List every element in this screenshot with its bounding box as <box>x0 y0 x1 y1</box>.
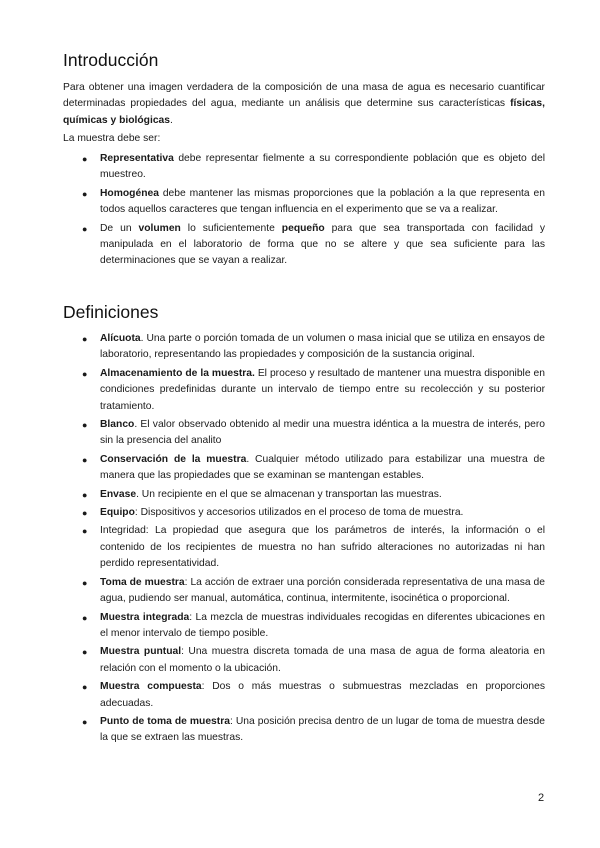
intro-item-term: volumen <box>138 222 181 234</box>
intro-item-text: debe representar fielmente a su correspondiente población que es objeto del muestreo. <box>100 153 545 181</box>
bullet-icon: ● <box>82 526 88 537</box>
definition-item-term: Muestra compuesta <box>100 681 202 693</box>
definition-item-text: : Una posición precisa dentro de un lugar de toma de muestra desde la que se extraen las muestras. <box>100 715 545 744</box>
bullet-icon: ● <box>82 489 88 500</box>
definition-item-text: . Una parte o porción tomada de un volumen o masa inicial que se utiliza en ensayos de laboratorio, representando las propiedades y composición de la sustancia original. <box>100 333 545 361</box>
bullet-icon: ● <box>82 188 88 199</box>
bullet-icon: ● <box>82 577 88 588</box>
definition-item <box>63 487 545 503</box>
definition-item-text: . Un recipiente en el que se almacenan y transportan las muestras. <box>136 488 442 500</box>
bullet-icon: ● <box>82 334 88 344</box>
definition-item-text: : La mezcla de muestras individuales recogidas en diferentes ubicaciones en el menor intervalo de tiempo posible. <box>100 611 545 639</box>
intro-lead: La muestra debe ser: <box>63 133 161 144</box>
bullet-icon: ● <box>82 368 88 379</box>
definitions-list <box>63 331 545 749</box>
definition-item-term: Muestra integrada <box>100 611 190 623</box>
definition-item-text: Integridad: La propiedad que asegura que los parámetros de interés, la información o el contenido de los recipientes de muestra no han sufrido alteraciones no autorizadas ni han perdido representatividad. <box>100 525 545 570</box>
definition-item-text: : Dos o más muestras o submuestras mezcladas en proporciones adecuadas. <box>100 681 545 709</box>
bullet-icon: ● <box>82 454 88 465</box>
definition-item-text: El proceso y resultado de mantener una muestra disponible en condiciones predefinidas durante un intervalo de tiempo entre su recolección y su posterior tratamiento. <box>100 367 545 412</box>
definition-item-text: : La acción de extraer una porción considerada representativa de una masa de agua, pudiendo ser manual, automática, continua, intermitente, isocinética o proporcional. <box>100 576 546 605</box>
definition-item-term: Conservación de la muestra <box>100 453 247 465</box>
bullet-icon: ● <box>82 647 88 658</box>
intro-paragraph-end: . <box>170 114 173 126</box>
definition-item-term: Alícuota <box>100 333 141 344</box>
page-number: 2 <box>538 792 545 804</box>
intro-paragraph-bold: físicas, químicas y biológicas <box>63 98 545 126</box>
bullet-icon: ● <box>82 716 88 727</box>
intro-paragraph-text: Para obtener una imagen verdadera de la composición de una masa de agua es necesario cuantificar determinadas propiedades del agua, mediante un análisis que determine sus características <box>63 82 545 110</box>
intro-item <box>63 186 545 219</box>
intro-item-text: para que sea transportada con facilidad y manipulada en el laboratorio de forma que no se altere y que sea suficiente para las determinaciones que se vayan a realizar. <box>100 222 546 267</box>
definition-item <box>63 505 545 521</box>
definition-item <box>63 523 545 572</box>
definition-item <box>63 452 545 485</box>
intro-item-text: lo suficientemente <box>180 222 282 234</box>
definition-item-text: : Una muestra discreta tomada de una masa de agua de forma aleatoria en relación con el momento o la ubicación. <box>100 646 545 674</box>
definition-item <box>63 366 545 415</box>
definition-item-text: . El valor observado obtenido al medir una muestra idéntica a la muestra de interés, pero sin la presencia del analito <box>100 419 545 447</box>
definition-item-term: Muestra puntual <box>100 646 182 658</box>
definition-item <box>63 679 545 712</box>
intro-item <box>63 221 545 270</box>
definition-item-term: Equipo <box>100 507 135 519</box>
bullet-icon: ● <box>82 612 88 623</box>
bullet-icon: ● <box>82 508 88 519</box>
definitions-heading: Definiciones <box>63 302 159 322</box>
definition-item-text: : Dispositivos y accesorios utilizados en el proceso de toma de muestra. <box>134 507 464 519</box>
intro-item-term: Representativa <box>100 153 174 164</box>
definition-item <box>63 417 545 450</box>
intro-item-term: Homogénea <box>100 187 159 199</box>
bullet-icon: ● <box>82 223 88 234</box>
definition-item-term: Envase <box>100 488 137 500</box>
intro-heading: Introducción <box>63 50 159 70</box>
definition-item <box>63 714 545 747</box>
definition-item <box>63 610 545 643</box>
bullet-icon: ● <box>82 154 88 164</box>
definition-item <box>63 644 545 677</box>
definition-item-text: . Cualquier método utilizado para estabilizar una muestra de manera que las propiedades que se examinan se mantengan estables. <box>100 453 545 482</box>
bullet-icon: ● <box>82 682 88 693</box>
definition-item <box>63 575 545 608</box>
definition-item-term: Almacenamiento de la muestra. <box>100 367 255 379</box>
intro-item-term: pequeño <box>281 222 325 234</box>
definition-item-term: Punto de toma de muestra <box>100 715 230 727</box>
definition-item-term: Toma de muestra <box>100 576 185 588</box>
intro-item-text: debe mantener las mismas proporciones que la población a la que representa en todos aquellos caracteres que tengan influencia en el experimento que se va a realizar. <box>100 187 545 216</box>
bullet-icon: ● <box>82 420 88 431</box>
intro-list <box>63 151 545 272</box>
intro-item-text: De un <box>100 222 139 234</box>
intro-paragraph <box>63 80 545 129</box>
definition-item-term: Blanco <box>100 419 135 431</box>
definition-item <box>63 331 545 364</box>
intro-item <box>63 151 545 184</box>
